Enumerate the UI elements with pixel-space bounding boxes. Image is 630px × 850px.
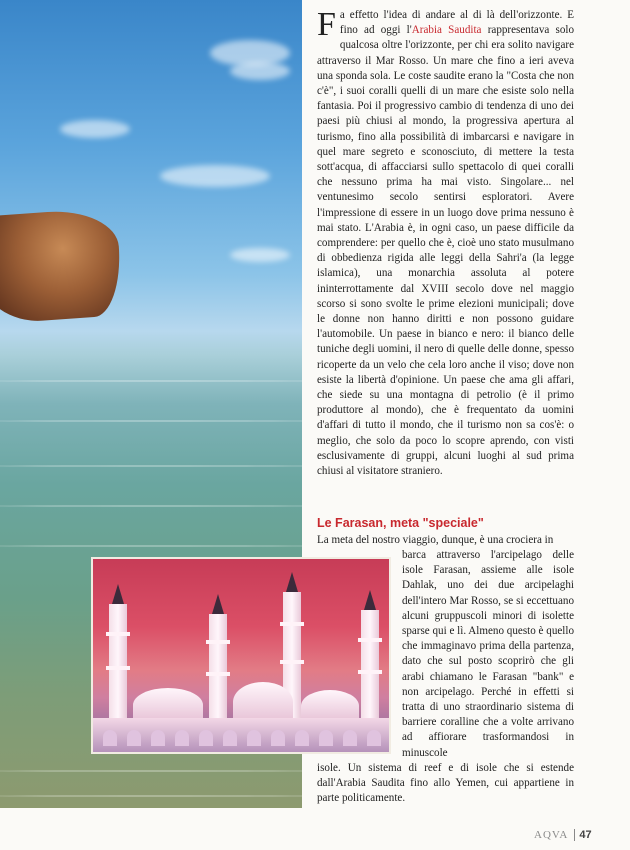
page-footer [534, 829, 592, 841]
minaret [209, 614, 227, 722]
minaret [361, 610, 379, 722]
cloud [60, 120, 130, 138]
page-number: 47 [579, 829, 592, 841]
mosque-photo [91, 557, 391, 754]
article-intro [317, 8, 574, 479]
section-heading: Le Farasan, meta "speciale" [317, 516, 484, 530]
mosque-wall [93, 718, 389, 752]
section-ending-text: isole. Un sistema di reef e di isole che si estende dall'Arabia Saudita fino allo Yemen, cui appartiene in parte politicamente. [317, 762, 574, 805]
intro-text-part2: rappresentava solo qualcosa oltre l'orizzonte, per chi era solito navigare attraverso il Mar Rosso. Un mare che fino a ieri aveva una sponda sola. Le coste saudite erano la "Costa che non c'è", i suoi coralli quelli di un mare che esiste solo nella fantasia. Poi il progressivo cambio di tendenza di uno dei paesi più chiusi al mondo, la progressiva apertura al turismo, fino alla possibilità di imbarcarsi e navigare in quel mare segreto e sconosciuto, di mettere la testa sott'acqua, di affacciarsi sullo spettacolo di quei coralli che nessuno prima ha mai visto. Singolare... nel ventunesimo secolo sentirsi esploratori. Avere l'impressione di essere in un luogo dove prima nessuno è mai stato. L'Arabia è, in ogni caso, un paese difficile da comprendere: per quello che è, cioè uno stato musulmano di obbedienza rigida alle leggi della Sahri'a (la legge islamica), una monarchia assoluta al potere ininterrottamente dal XVIII secolo dove nel maggio scorso si sono svolte le prime elezioni municipali; dove le donne non hanno diritti e non possono guidare l'automobile. Un paese in bianco e nero: il bianco delle tuniche degli uomini, il nero di quelle delle donne, spesso ricoperte da un velo che cela loro anche il viso; dove non esiste la libertà d'opinione. Un paese che ama gli affari, che siede su una montagna di petrolio (è il primo produttore al mondo), che è frequentato da uomini d'affari di tutto il mondo, che il turismo non sa cos'è: o meglio, che solo da poco lo scopre aprendo, con visti esclusivamente di gruppi, alcuni luoghi al sud prima chiusi al visitatore straniero. [317, 24, 575, 478]
section-wrapped-text: barca attraverso l'arcipelago delle isole Farasan, assieme alle isole Dahlak, uno dei due arcipelaghi dell'intero Mar Rosso, se si eccettuano alcuni gruppuscoli minori di isolette sparse qui e lì. Almeno questo è quello che immaginavo prima della partenza, dato che sul posto scoprirò che gli arabi chiamano le Farasan "bank" e non arcipelago. Perché in effetti si tratta di uno straordinario sistema di barriere coralline che a volte arrivano ad affiorare trasformandosi in minuscole [402, 549, 574, 759]
footer-divider [574, 829, 575, 841]
magazine-brand: AQVA [534, 829, 569, 841]
cloud [160, 165, 270, 187]
rock-outcrop [0, 207, 124, 325]
cloud [230, 62, 290, 80]
minaret [109, 604, 127, 722]
dome [133, 688, 203, 722]
intro-text-part1: a effetto l'idea di andare al di là dell'orizzonte. E fino ad oggi l' [339, 9, 574, 37]
section-first-line: La meta del nostro viaggio, dunque, è una crociera in [317, 534, 554, 546]
drop-cap: F [317, 6, 336, 43]
highlight-arabia-saudita: Arabia Saudita [411, 24, 482, 37]
cloud [230, 248, 290, 262]
dome [233, 682, 293, 722]
